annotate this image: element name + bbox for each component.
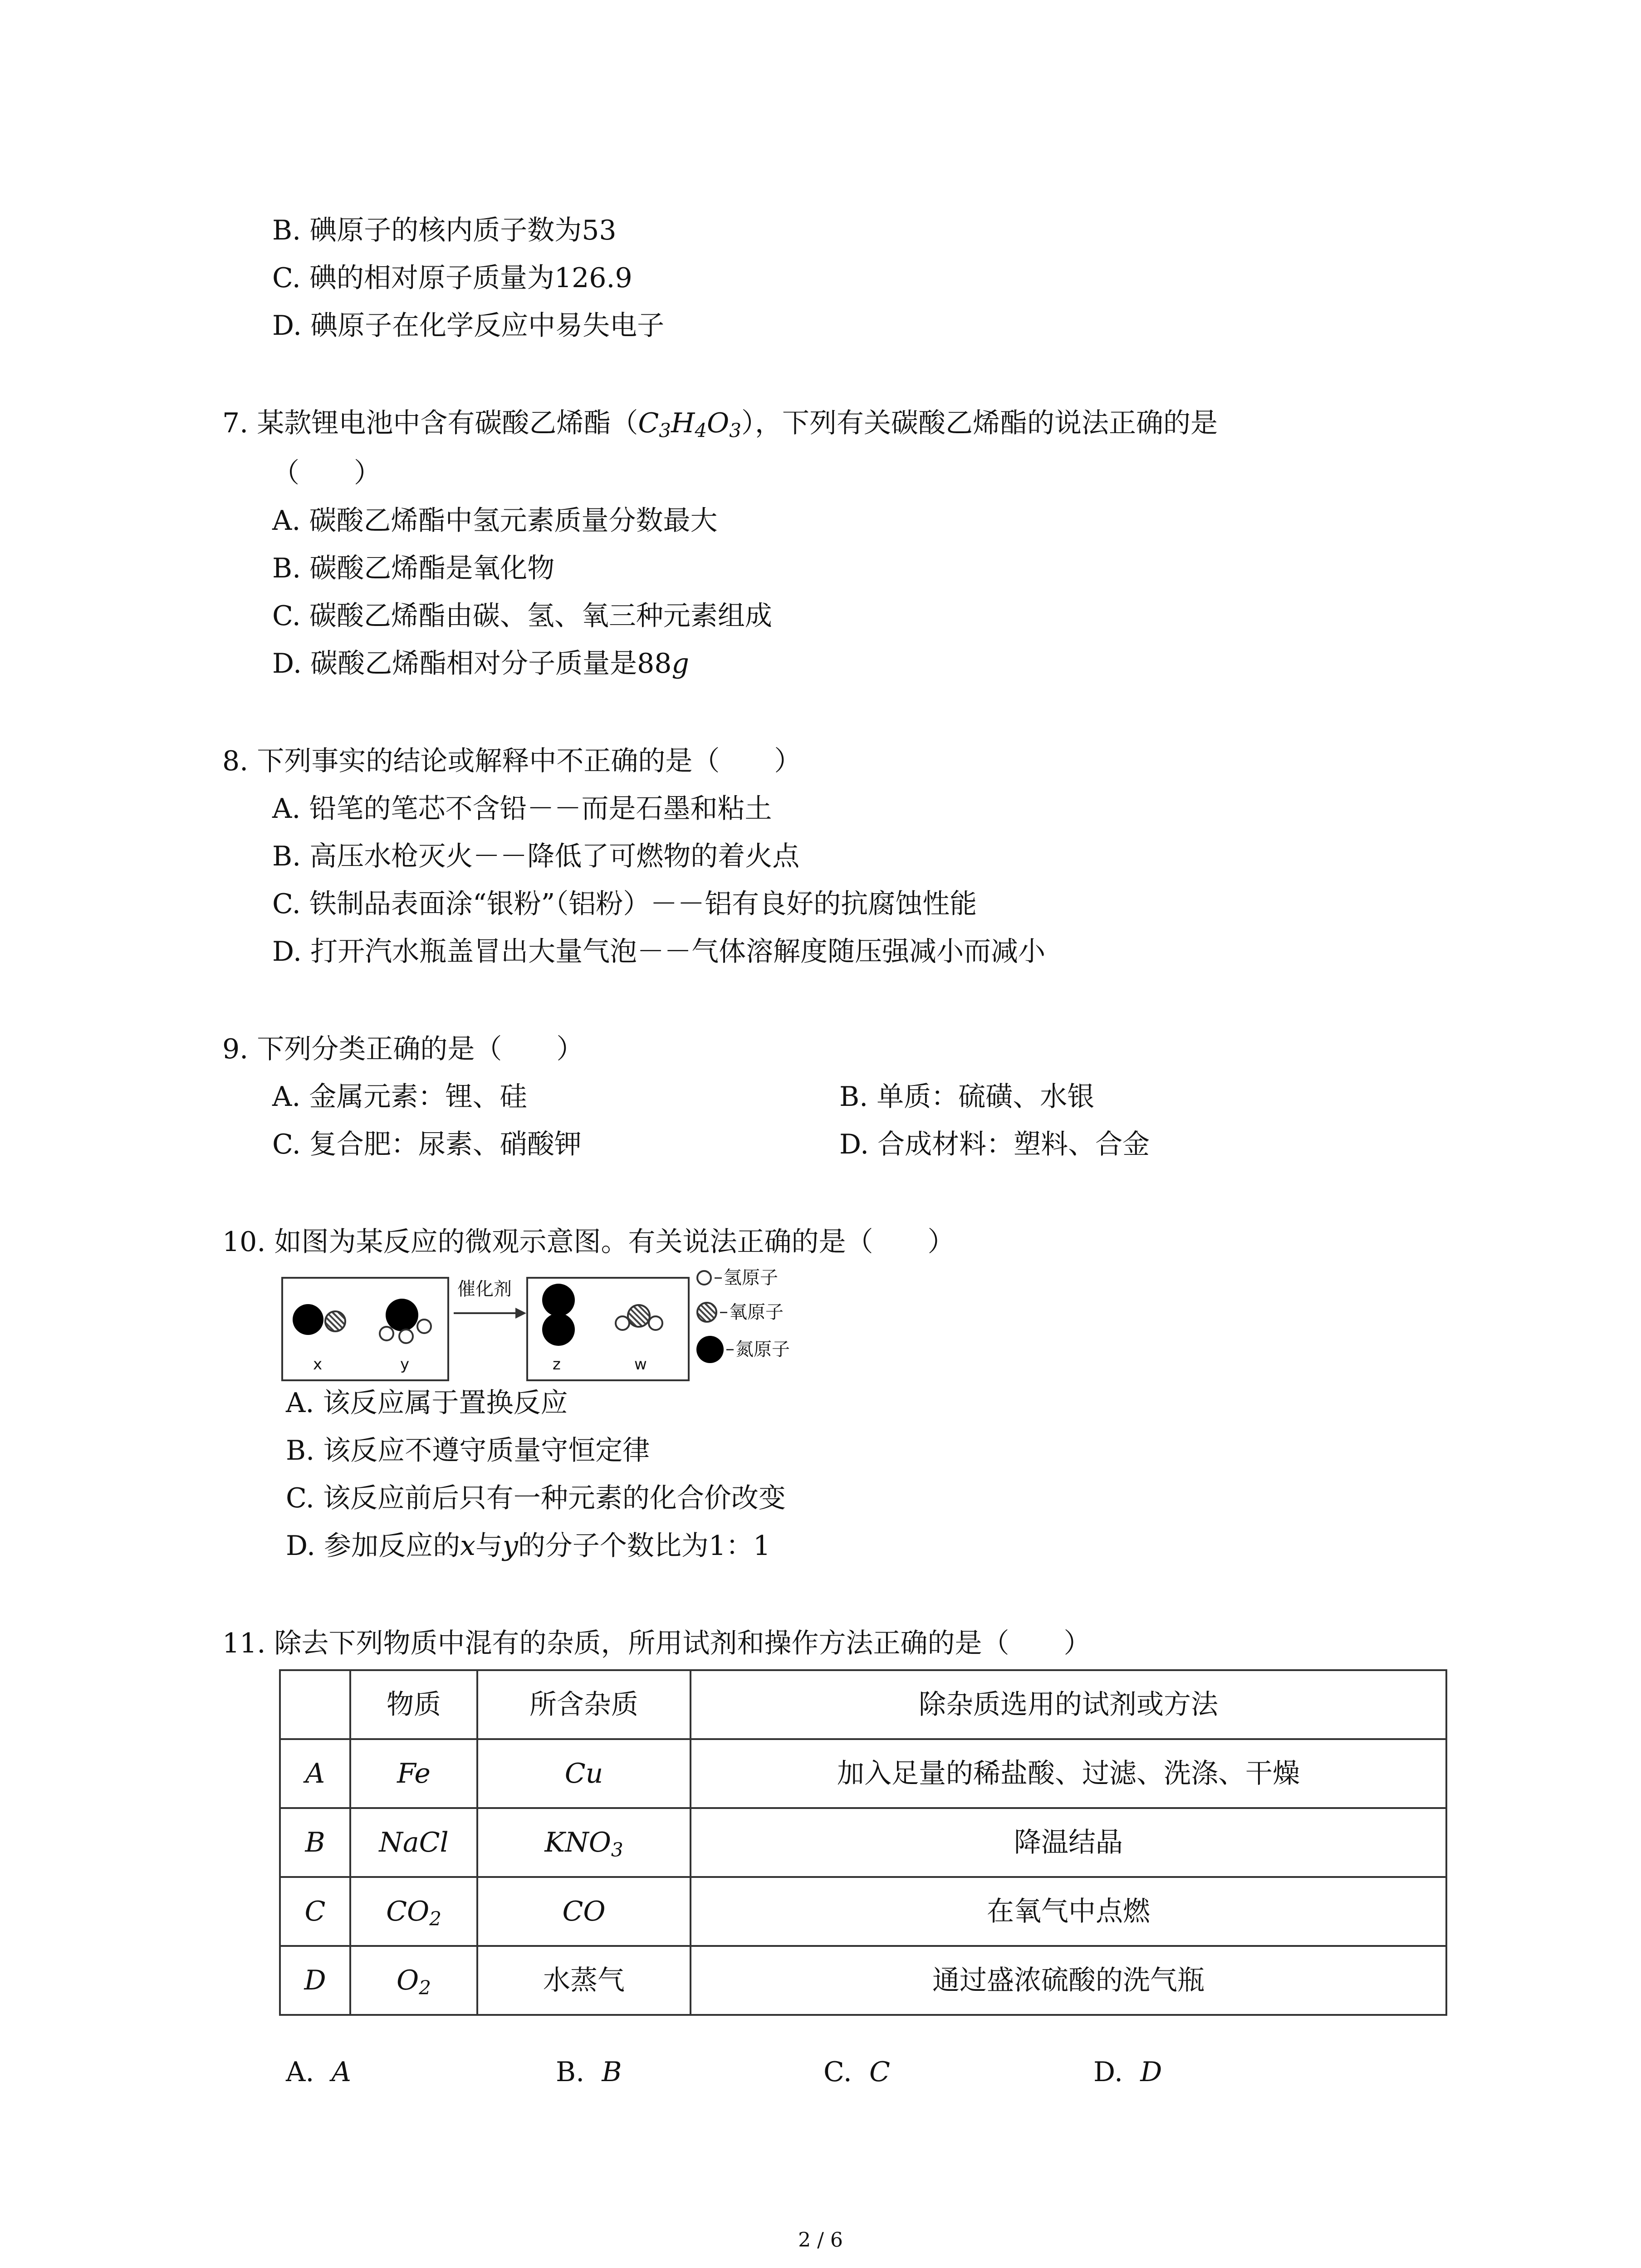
label-z: z xyxy=(553,1355,561,1374)
oxygen-atom xyxy=(627,1304,651,1328)
legend-nitrogen: 氮原子 xyxy=(696,1336,790,1363)
q6-option-d: D. 碘原子在化学反应中易失电子 xyxy=(272,310,665,342)
label-x: x xyxy=(313,1355,323,1374)
q7-option-b: B. 碳酸乙烯酯是氧化物 xyxy=(272,552,555,584)
q10-stem: 10. 如图为某反应的微观示意图。有关说法正确的是（ ） xyxy=(222,1226,955,1258)
arrow-head-icon xyxy=(515,1308,526,1319)
q6-option-b: B. 碘原子的核内质子数为53 xyxy=(272,215,617,246)
q7-option-d: D. 碳酸乙烯酯相对分子质量是88g xyxy=(272,648,689,679)
hydrogen-atom xyxy=(398,1329,414,1344)
q10-option-b: B. 该反应不遵守质量守恒定律 xyxy=(286,1435,650,1466)
reaction-arrow xyxy=(454,1312,517,1314)
q8-option-b: B. 高压水枪灭火－－降低了可燃物的着火点 xyxy=(272,841,800,872)
q10-option-d: D. 参加反应的x与y的分子个数比为1：1 xyxy=(286,1530,771,1562)
hydrogen-atom xyxy=(615,1315,630,1331)
q7-answer-paren: （ ） xyxy=(272,457,381,489)
q11-option-a: A. A xyxy=(286,2056,351,2088)
table-header-cell: 除杂质选用的试剂或方法 xyxy=(691,1670,1446,1739)
nitrogen-atom xyxy=(542,1313,575,1346)
impurity-table xyxy=(279,1669,1447,2016)
q7-option-c: C. 碳酸乙烯酯由碳、氢、氧三种元素组成 xyxy=(272,600,772,632)
table-row xyxy=(280,1739,1446,1808)
legend-hydrogen: 氢原子 xyxy=(696,1268,778,1288)
row-method: 降温结晶 xyxy=(691,1808,1446,1877)
hydrogen-legend-icon xyxy=(696,1270,712,1286)
hydrogen-atom xyxy=(416,1319,432,1334)
q10-option-a: A. 该反应属于置换反应 xyxy=(286,1387,568,1419)
row-id: A xyxy=(280,1739,350,1808)
row-impurity: Cu xyxy=(477,1739,691,1808)
q9-option-b: B. 单质：硫磺、水银 xyxy=(839,1081,1095,1113)
nitrogen-atom xyxy=(293,1304,323,1335)
row-method: 加入足量的稀盐酸、过滤、洗涤、干燥 xyxy=(691,1739,1446,1808)
nitrogen-atom xyxy=(542,1284,575,1316)
row-id: D xyxy=(280,1946,350,2015)
oxygen-legend-icon xyxy=(696,1302,717,1323)
q9-option-a: A. 金属元素：锂、硅 xyxy=(272,1081,527,1113)
q8-option-d: D. 打开汽水瓶盖冒出大量气泡－－气体溶解度随压强减小而减小 xyxy=(272,936,1046,968)
row-id: B xyxy=(280,1808,350,1877)
q11-option-d: D. D xyxy=(1093,2056,1162,2088)
hydrogen-atom xyxy=(648,1315,663,1331)
label-w: w xyxy=(634,1355,647,1374)
q8-option-c: C. 铁制品表面涂“银粉”（铝粉）－－铝有良好的抗腐蚀性能 xyxy=(272,888,977,920)
q9-option-c: C. 复合肥：尿素、硝酸钾 xyxy=(272,1129,582,1160)
q8-stem: 8. 下列事实的结论或解释中不正确的是（ ） xyxy=(222,745,802,777)
q11-option-b: B. B xyxy=(556,2056,622,2088)
table-header-row xyxy=(280,1670,1446,1739)
nitrogen-legend-icon xyxy=(696,1336,724,1363)
row-impurity: 水蒸气 xyxy=(477,1946,691,2015)
q8-option-a: A. 铅笔的笔芯不含铅－－而是石墨和粘土 xyxy=(272,793,772,825)
table-header-cell: 所含杂质 xyxy=(477,1670,691,1739)
hydrogen-atom xyxy=(379,1326,394,1341)
row-substance: Fe xyxy=(350,1739,477,1808)
table-header-cell: 物质 xyxy=(350,1670,477,1739)
q11-stem: 11. 除去下列物质中混有的杂质，所用试剂和操作方法正确的是（ ） xyxy=(222,1628,1091,1659)
q7-stem-pre: 7. 某款锂电池中含有碳酸乙烯酯（ xyxy=(222,407,638,439)
row-method: 在氧气中点燃 xyxy=(691,1877,1446,1946)
nitrogen-atom xyxy=(386,1299,418,1331)
q7-stem xyxy=(222,407,1218,442)
reaction-diagram xyxy=(281,1268,817,1386)
q9-option-d: D. 合成材料：塑料、合金 xyxy=(839,1129,1150,1160)
row-method: 通过盛浓硫酸的洗气瓶 xyxy=(691,1946,1446,2015)
table-header-cell xyxy=(280,1670,350,1739)
oxygen-atom xyxy=(324,1310,346,1332)
row-substance: $CO_2$ xyxy=(350,1877,477,1946)
q10-option-c: C. 该反应前后只有一种元素的化合价改变 xyxy=(286,1482,786,1514)
row-id: C xyxy=(280,1877,350,1946)
catalyst-label: 催化剂 xyxy=(457,1279,512,1300)
label-y: y xyxy=(400,1355,410,1374)
q9-stem: 9. 下列分类正确的是（ ） xyxy=(222,1033,584,1065)
q7-option-a: A. 碳酸乙烯酯中氢元素质量分数最大 xyxy=(272,505,718,537)
q11-option-c: C. C xyxy=(823,2056,890,2088)
table-row xyxy=(280,1877,1446,1946)
legend-oxygen: 氧原子 xyxy=(696,1302,784,1323)
row-substance: $O_2$ xyxy=(350,1946,477,2015)
row-impurity: $KNO_3$ xyxy=(477,1808,691,1877)
q7-stem-post: ），下列有关碳酸乙烯酯的说法正确的是 xyxy=(741,407,1218,439)
q7-formula: $C_3H_4O_3$ xyxy=(638,407,741,442)
q6-option-c: C. 碘的相对原子质量为126.9 xyxy=(272,262,632,294)
row-substance: NaCl xyxy=(350,1808,477,1877)
table-row xyxy=(280,1808,1446,1877)
page-number: 2 / 6 xyxy=(798,2229,843,2252)
table-row xyxy=(280,1946,1446,2015)
row-impurity: CO xyxy=(477,1877,691,1946)
